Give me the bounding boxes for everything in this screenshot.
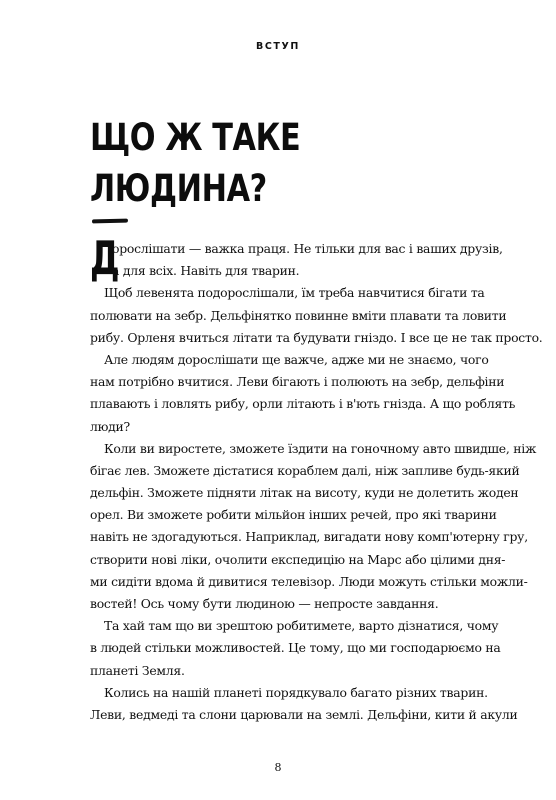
running-head: ВСТУП bbox=[256, 41, 300, 52]
text-line: навіть не здогадуються. Наприклад, вигадати нову комп'ютерну гру, bbox=[90, 529, 528, 545]
text-line: Коли ви виростете, зможете їздити на гоночному авто швидше, ніж bbox=[104, 440, 537, 456]
text-line: а для всіх. Навіть для тварин. bbox=[112, 263, 300, 279]
text-line: планеті Земля. bbox=[90, 662, 185, 678]
title-underline-rule bbox=[92, 219, 128, 224]
chapter-title-line-2: ЛЮДИНА? bbox=[90, 167, 267, 210]
text-line: рибу. Орленя вчиться літати та будувати гніздо. І все це не так просто. bbox=[90, 329, 543, 345]
text-line: ми сидіти вдома й дивитися телевізор. Люди можуть стільки можли- bbox=[90, 573, 528, 589]
chapter-title-line-1: ЩО Ж ТАКЕ bbox=[90, 116, 301, 159]
text-line: в людей стільки можливостей. Це тому, що ми господарюємо на bbox=[90, 640, 501, 656]
text-line: Та хай там що ви зрештою робитимете, варто дізнатися, чому bbox=[104, 618, 499, 634]
text-line: Але людям дорослішати ще важче, адже ми не знаємо, чого bbox=[104, 351, 489, 367]
text-line: нам потрібно вчитися. Леви бігають і полюють на зебр, дельфіни bbox=[90, 374, 505, 390]
text-line: Щоб левенята подорослішали, їм треба навчитися бігати та bbox=[104, 285, 485, 301]
page-number: 8 bbox=[274, 761, 282, 774]
text-line: Леви, ведмеді та слони царювали на землі. Дельфіни, кити й акули bbox=[90, 706, 518, 722]
text-line: востей! Ось чому бути людиною — непросте завдання. bbox=[90, 596, 439, 611]
text-line: Колись на нашій планеті порядкувало багато різних тварин. bbox=[104, 684, 488, 700]
drop-cap: Д bbox=[90, 231, 120, 285]
body-text bbox=[90, 238, 543, 726]
text-line: дельфін. Зможете підняти літак на висоту, куди не долетить жоден bbox=[90, 485, 519, 501]
text-line: полювати на зебр. Дельфінятко повинне вміти плавати та ловити bbox=[90, 307, 507, 323]
text-line: бігає лев. Зможете дістатися кораблем далі, ніж запливе будь-який bbox=[90, 462, 520, 478]
text-line: орослішати — важка праця. Не тільки для вас і ваших друзів, bbox=[112, 241, 503, 256]
text-line: люди? bbox=[90, 418, 130, 434]
text-line: створити нові ліки, очолити експедицію на Марс або цілими дня- bbox=[90, 551, 506, 567]
chapter-title bbox=[90, 112, 300, 214]
text-line: орел. Ви зможете робити мільйон інших речей, про які тварини bbox=[90, 507, 497, 523]
text-line: плавають і ловлять рибу, орли літають і в'ють гнізда. А що роблять bbox=[90, 396, 516, 412]
